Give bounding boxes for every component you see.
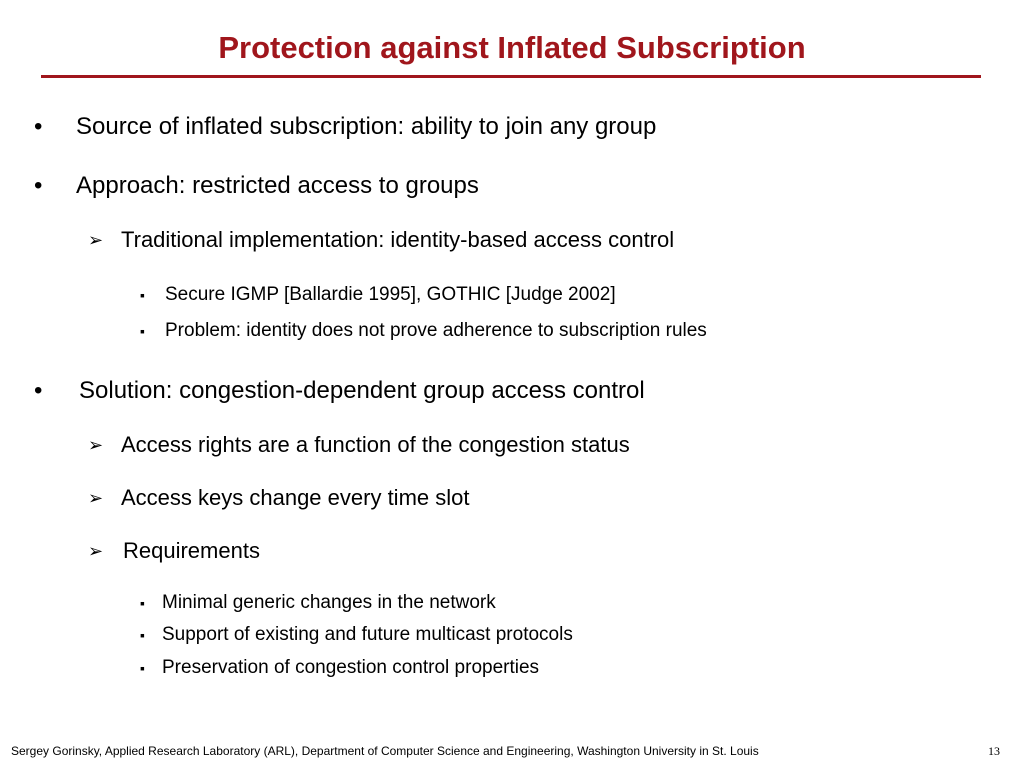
sub-bullet-text: Requirements: [123, 538, 260, 563]
square-marker: ▪: [140, 323, 145, 339]
bullet-text: Source of inflated subscription: ability to join any group: [76, 113, 657, 140]
bullet-marker: •: [34, 113, 43, 140]
sub-sub-bullet-text: Minimal generic changes in the network: [162, 592, 496, 613]
arrow-marker: ➢: [88, 541, 104, 561]
square-marker: ▪: [140, 595, 145, 611]
slide-title: Protection against Inflated Subscription: [218, 30, 806, 65]
page-number: 13: [988, 744, 1000, 758]
sub-sub-bullet-text: Support of existing and future multicast protocols: [162, 624, 573, 645]
bullet-marker: •: [34, 172, 43, 199]
slide-footer: Sergey Gorinsky, Applied Research Laboratory (ARL), Department of Computer Science and Engineering, Washington University in St. Louis: [11, 744, 759, 758]
square-marker: ▪: [140, 287, 145, 303]
title-underline: [41, 75, 981, 78]
sub-bullet-text: Access rights are a function of the congestion status: [121, 432, 630, 457]
sub-bullet-text: Access keys change every time slot: [121, 485, 470, 510]
bullet-text: Solution: congestion-dependent group access control: [79, 377, 645, 404]
bullet-marker: •: [34, 377, 43, 404]
square-marker: ▪: [140, 660, 145, 676]
arrow-marker: ➢: [88, 488, 104, 508]
sub-sub-bullet-text: Preservation of congestion control properties: [162, 657, 540, 678]
sub-bullet-text: Traditional implementation: identity-based access control: [121, 227, 675, 252]
sub-sub-bullet-text: Problem: identity does not prove adherence to subscription rules: [165, 320, 707, 341]
bullet-text: Approach: restricted access to groups: [76, 172, 479, 199]
square-marker: ▪: [140, 627, 145, 643]
arrow-marker: ➢: [88, 435, 104, 455]
sub-sub-bullet-text: Secure IGMP [Ballardie 1995], GOTHIC [Judge 2002]: [165, 284, 616, 305]
arrow-marker: ➢: [88, 230, 104, 250]
